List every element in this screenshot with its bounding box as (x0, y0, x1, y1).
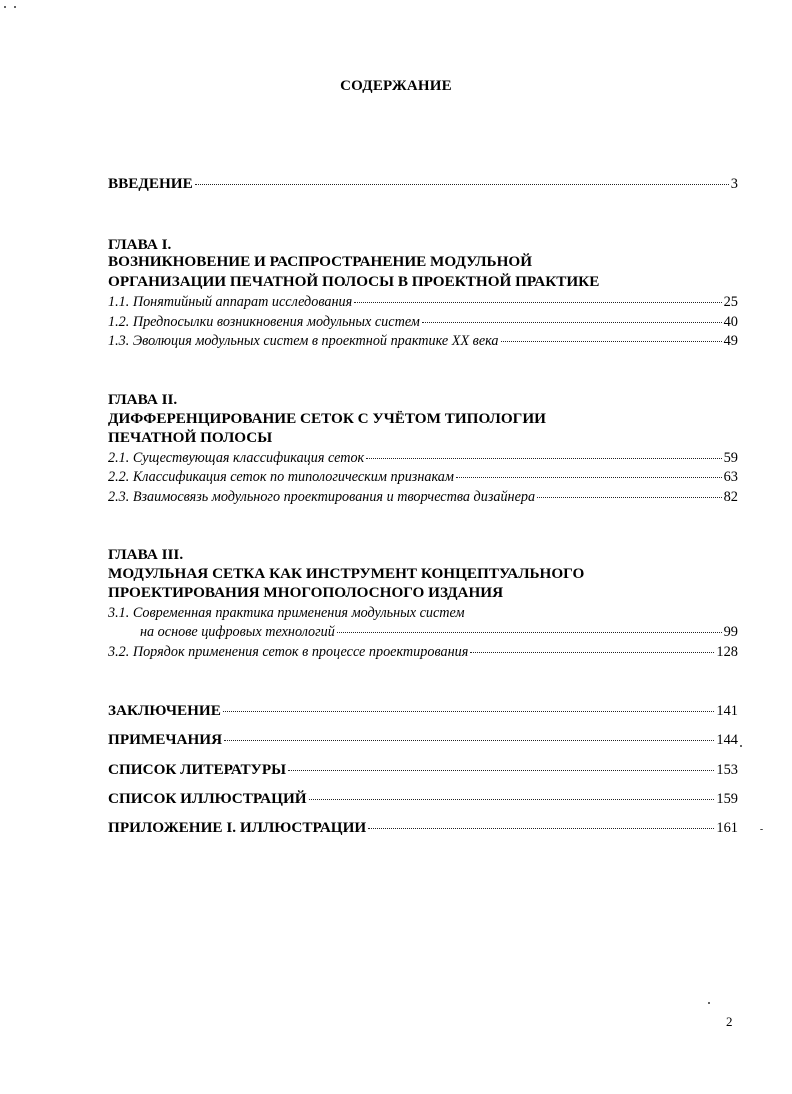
toc-entry-page: 128 (716, 644, 738, 660)
dot-leader (224, 740, 714, 741)
chapter-3-title-line-1: МОДУЛЬНАЯ СЕТКА КАК ИНСТРУМЕНТ КОНЦЕПТУАЛЬНОГО (108, 565, 585, 582)
toc-entry-page: 82 (723, 489, 738, 505)
chapter-1-title-line-1: ВОЗНИКНОВЕНИЕ И РАСПРОСТРАНЕНИЕ МОДУЛЬНОЙ (108, 253, 533, 270)
toc-entry-label: ВВЕДЕНИЕ (108, 175, 193, 192)
toc-entry-label: ПРИЛОЖЕНИЕ I. ИЛЛЮСТРАЦИИ (108, 819, 367, 836)
toc-entry-page: 49 (723, 333, 738, 349)
toc-entry-label: 1.2. Предпосылки возникновения модульных систем (108, 314, 420, 330)
dot-leader (537, 497, 722, 498)
toc-entry-section-3-2[interactable] (108, 642, 738, 662)
toc-entry-page: 25 (723, 294, 738, 310)
toc-entry-section-3-1[interactable] (140, 622, 738, 642)
toc-entry-list-of-illustrations[interactable] (108, 789, 738, 809)
toc-entry-section-2-3[interactable] (108, 487, 738, 507)
toc-entry-page: 63 (723, 469, 738, 485)
toc-entry-section-3-1-line-1[interactable]: 3.1. Современная практика применения модульных систем (108, 605, 465, 621)
scan-speck (14, 6, 16, 8)
chapter-3-label: ГЛАВА III. (108, 546, 184, 563)
dot-leader (354, 302, 721, 303)
scan-speck (4, 6, 6, 8)
toc-entry-appendix-1[interactable] (108, 818, 738, 838)
dot-leader (456, 477, 722, 478)
toc-entry-label: СПИСОК ИЛЛЮСТРАЦИЙ (108, 790, 307, 807)
dot-leader (501, 341, 722, 342)
toc-entry-page: 141 (716, 703, 738, 719)
toc-entry-label: 2.2. Классификация сеток по типологическим признакам (108, 469, 454, 485)
toc-entry-references[interactable] (108, 760, 738, 780)
toc-entry-conclusion[interactable] (108, 701, 738, 721)
dot-leader (337, 632, 722, 633)
toc-entry-page: 59 (723, 450, 738, 466)
toc-entry-page: 144 (716, 732, 738, 748)
toc-entry-page: 99 (723, 624, 738, 640)
toc-entry-label: ПРИМЕЧАНИЯ (108, 731, 223, 748)
toc-entry-label: СПИСОК ЛИТЕРАТУРЫ (108, 761, 287, 778)
dot-leader (309, 799, 715, 800)
page-title: СОДЕРЖАНИЕ (340, 78, 452, 94)
toc-entry-label: на основе цифровых технологий (140, 624, 335, 640)
chapter-2-title-line-2: ПЕЧАТНОЙ ПОЛОСЫ (108, 429, 273, 446)
scan-speck (760, 829, 763, 830)
toc-entry-section-1-2[interactable] (108, 312, 738, 332)
chapter-1-label: ГЛАВА I. (108, 236, 172, 253)
chapter-1-title-line-2: ОРГАНИЗАЦИИ ПЕЧАТНОЙ ПОЛОСЫ В ПРОЕКТНОЙ ПРАКТИКЕ (108, 273, 600, 290)
toc-entry-label: 2.1. Существующая классификация сеток (108, 450, 365, 466)
toc-entry-section-1-3[interactable] (108, 331, 738, 351)
chapter-2-title-line-1: ДИФФЕРЕНЦИРОВАНИЕ СЕТОК С УЧЁТОМ ТИПОЛОГИИ (108, 410, 546, 427)
scan-speck (708, 1002, 710, 1004)
toc-entry-page: 3 (730, 176, 738, 192)
scan-speck (740, 745, 742, 747)
toc-entry-label: 1.3. Эволюция модульных систем в проектной практике XX века (108, 333, 499, 349)
toc-entry-page: 153 (716, 762, 738, 778)
toc-entry-notes[interactable] (108, 730, 738, 750)
toc-entry-section-1-1[interactable] (108, 292, 738, 312)
toc-entry-page: 161 (716, 820, 738, 836)
dot-leader (368, 828, 714, 829)
toc-entry-introduction[interactable] (108, 174, 738, 194)
dot-leader (422, 322, 722, 323)
dot-leader (223, 711, 715, 712)
toc-entry-section-2-1[interactable] (108, 448, 738, 468)
dot-leader (288, 770, 714, 771)
dot-leader (195, 184, 729, 185)
dot-leader (366, 458, 721, 459)
toc-entry-label: 2.3. Взаимосвязь модульного проектирования и творчества дизайнера (108, 489, 536, 505)
chapter-2-label: ГЛАВА II. (108, 391, 178, 408)
toc-entry-page: 40 (723, 314, 738, 330)
toc-entry-section-2-2[interactable] (108, 467, 738, 487)
toc-entry-label: ЗАКЛЮЧЕНИЕ (108, 702, 221, 719)
toc-entry-page: 159 (716, 791, 738, 807)
dot-leader (470, 652, 714, 653)
toc-entry-label: 3.2. Порядок применения сеток в процессе проектирования (108, 644, 469, 660)
page-number: 2 (726, 1014, 733, 1029)
chapter-3-title-line-2: ПРОЕКТИРОВАНИЯ МНОГОПОЛОСНОГО ИЗДАНИЯ (108, 584, 504, 601)
toc-entry-label: 1.1. Понятийный аппарат исследования (108, 294, 353, 310)
